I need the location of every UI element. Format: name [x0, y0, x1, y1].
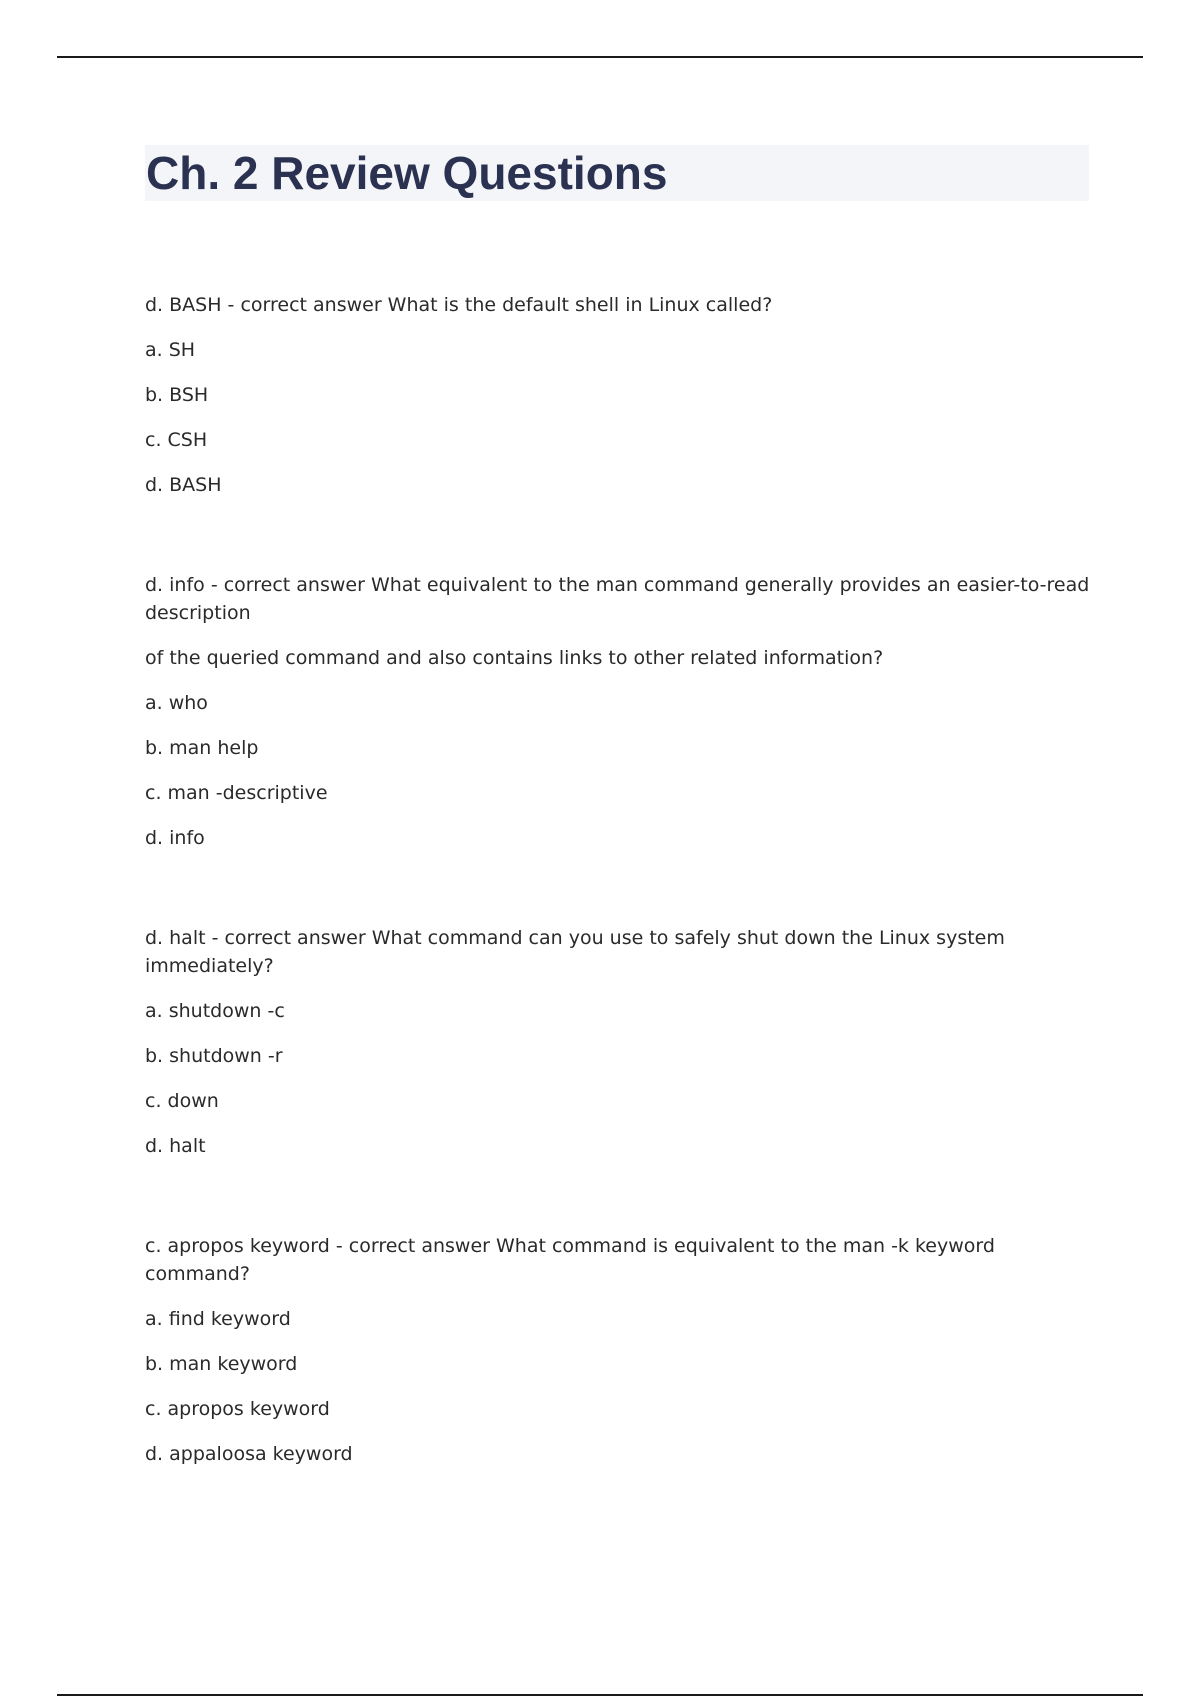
question-3-option-a: a. shutdown -c [145, 1000, 285, 1022]
question-1-option-a: a. SH [145, 339, 196, 361]
question-4-text: c. apropos keyword - correct answer What command is equivalent to the man -k keyword command? [145, 1235, 995, 1285]
question-4-option-d: d. appaloosa keyword [145, 1443, 353, 1465]
question-4 [145, 1232, 1090, 1468]
question-2-option-c: c. man -descriptive [145, 782, 328, 804]
question-4-option-a: a. find keyword [145, 1308, 291, 1330]
question-2-text-continued: of the queried command and also contains links to other related information? [145, 647, 884, 669]
question-1-option-c: c. CSH [145, 429, 208, 451]
question-3 [145, 924, 1090, 1160]
question-4-option-c: c. apropos keyword [145, 1398, 330, 1420]
question-3-option-b: b. shutdown -r [145, 1045, 283, 1067]
question-2-option-b: b. man help [145, 737, 259, 759]
question-2-option-d: d. info [145, 827, 205, 849]
question-3-option-c: c. down [145, 1090, 219, 1112]
question-2-text: d. info - correct answer What equivalent to the man command generally provides an easier-to-read description [145, 574, 1090, 624]
question-1 [145, 291, 1090, 499]
header-rule [57, 56, 1143, 58]
question-1-option-d: d. BASH [145, 474, 222, 496]
footer-rule [57, 1694, 1143, 1696]
question-2 [145, 571, 1090, 852]
question-4-option-b: b. man keyword [145, 1353, 298, 1375]
question-3-option-d: d. halt [145, 1135, 206, 1157]
question-3-text: d. halt - correct answer What command can you use to safely shut down the Linux system immediately? [145, 927, 1005, 977]
question-1-text: d. BASH - correct answer What is the default shell in Linux called? [145, 294, 773, 316]
page-title: Ch. 2 Review Questions [146, 147, 668, 199]
question-2-option-a: a. who [145, 692, 208, 714]
question-1-option-b: b. BSH [145, 384, 209, 406]
question-list [145, 291, 1090, 1540]
